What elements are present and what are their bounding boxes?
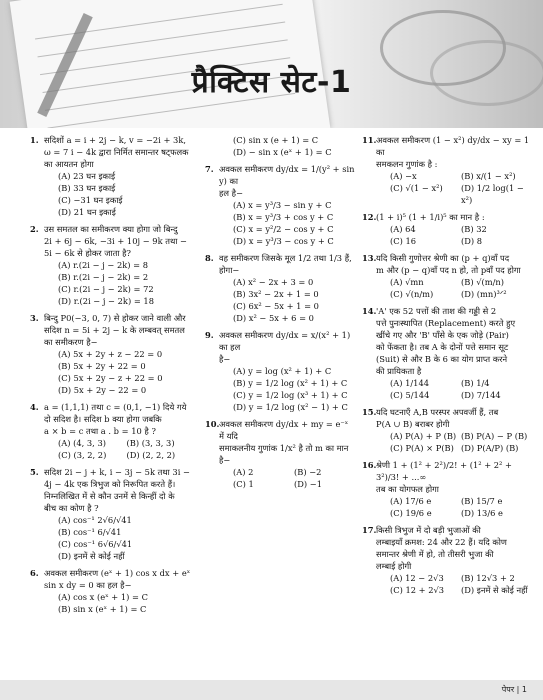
question-number: 2. bbox=[30, 224, 39, 234]
answer-option: (B) 15/7 e bbox=[461, 496, 503, 506]
question-number: 10. bbox=[205, 419, 220, 429]
question-text-line: का आयतन होगा bbox=[44, 159, 94, 169]
question-text-line: श्रेणी 1 + (1² + 2²)/2! + (1² + 2² + 3²)/3! + ...∞ bbox=[376, 460, 512, 482]
answer-option: (D) x = y³/3 − cos y + C bbox=[233, 236, 334, 246]
answer-option: (D) 13/6 e bbox=[461, 508, 503, 518]
question-text-line: अवकल समीकरण dy/dx = 1/(y² + sin y) का bbox=[219, 164, 355, 186]
question-text-line: है− bbox=[219, 455, 231, 465]
question-block bbox=[205, 134, 355, 158]
answer-option: (D) (2, 2, 2) bbox=[126, 450, 176, 460]
answer-option: (D) −1 bbox=[294, 479, 322, 489]
question-text-line: होगा− bbox=[219, 265, 240, 275]
question-text-line: बिन्दु P0(−3, 0, 7) से होकर जाने वाली और bbox=[44, 313, 186, 323]
answer-option: (B) 1/4 bbox=[461, 378, 490, 388]
question-text-line: का समीकरण है− bbox=[44, 337, 98, 347]
question-number: 11. bbox=[362, 135, 377, 145]
question-text-line: (1 + i)⁵ (1 + 1/i)⁵ का मान है : bbox=[376, 212, 485, 222]
page-footer bbox=[0, 680, 543, 700]
answer-option: (D) 7/144 bbox=[461, 390, 501, 400]
question-text-line: a × b = c तथा a . b = 10 है ? bbox=[44, 426, 156, 436]
answer-option: (D) 21 घन इकाई bbox=[58, 207, 116, 217]
question-number: 14. bbox=[362, 306, 377, 316]
question-block bbox=[362, 459, 532, 519]
answer-option: (D) 8 bbox=[461, 236, 483, 246]
answer-option: (C) 5x + 2y − z + 22 = 0 bbox=[58, 373, 163, 383]
question-number: 6. bbox=[30, 568, 39, 578]
answer-option: (A) x = y³/3 − sin y + C bbox=[233, 200, 332, 210]
answer-option: (D) 1/2 log(1 − x²) bbox=[461, 183, 524, 205]
answer-option: (B) 3x² − 2x + 1 = 0 bbox=[233, 289, 319, 299]
question-number: 7. bbox=[205, 164, 214, 174]
answer-option: (B) x = y³/3 + cos y + C bbox=[233, 212, 334, 222]
question-text-line: यदि किसी गुणोत्तर श्रेणी का (p + q)वाँ पद bbox=[376, 253, 510, 263]
answer-option: (C) y = 1/2 log (x³ + 1) + C bbox=[233, 390, 348, 400]
answer-option: (A) 17/6 e bbox=[390, 496, 432, 506]
answer-option: (A) P(A) + P (B) bbox=[390, 431, 457, 441]
answer-option: (C) 5/144 bbox=[390, 390, 430, 400]
question-number: 4. bbox=[30, 402, 39, 412]
question-block bbox=[362, 406, 532, 454]
answer-option: (C) 6x² − 5x + 1 = 0 bbox=[233, 301, 319, 311]
question-block bbox=[30, 312, 195, 396]
answer-option-row bbox=[376, 430, 532, 442]
answer-option: (A) (4, 3, 3) bbox=[58, 438, 106, 448]
question-text-line: सदिश 2i − j + k, i − 3j − 5k तथा 3i − bbox=[44, 467, 190, 477]
answer-option: (D) इनमें से कोई नहीं bbox=[461, 585, 528, 595]
question-text-line: अवकल समीकरण (eˣ + 1) cos x dx + eˣ bbox=[44, 568, 191, 578]
answer-option: (A) x² − 2x + 3 = 0 bbox=[233, 277, 314, 287]
answer-option: (B) 33 घन इकाई bbox=[58, 183, 116, 193]
answer-option-row bbox=[376, 182, 532, 206]
question-text-line: (Suit) से और B के 6 का योग प्राप्त करने bbox=[376, 354, 508, 364]
page-title: प्रैक्टिस सेट-1 bbox=[191, 65, 352, 100]
answer-option: (B) −2 bbox=[294, 467, 322, 477]
question-text-line: खींचे गए और 'B' पाँसे के एक जोड़े (Pair) bbox=[376, 330, 509, 340]
answer-option: (B) P(A) − P (B) bbox=[461, 431, 528, 441]
answer-option-row bbox=[376, 223, 532, 235]
answer-option: (C) √(n/m) bbox=[390, 289, 434, 299]
question-text-line: समकलन गुणांक है : bbox=[376, 159, 438, 169]
answer-option: (C) −31 घन इकाई bbox=[58, 195, 123, 205]
question-text-line: 4j − 4k एक त्रिभुज को निरूपित करते हैं। bbox=[44, 479, 176, 489]
question-text-line: 2i + 6j − 6k, −3i + 10j − 9k तथा − bbox=[44, 236, 187, 246]
question-number: 16. bbox=[362, 460, 377, 470]
answer-option: (C) cos⁻¹ 6√6/√41 bbox=[58, 539, 133, 549]
question-text-line: की प्रायिकता है bbox=[376, 366, 422, 376]
answer-option-row bbox=[376, 288, 532, 300]
answer-option: (A) 64 bbox=[390, 224, 416, 234]
answer-option: (C) 12 + 2√3 bbox=[390, 585, 445, 595]
answer-option-row bbox=[376, 495, 532, 507]
answer-option-row bbox=[376, 572, 532, 584]
question-number: 12. bbox=[362, 212, 377, 222]
question-block bbox=[30, 466, 195, 562]
answer-option: (C) sin x (e + 1) = C bbox=[233, 135, 319, 145]
answer-option: (B) 5x + 2y + 22 = 0 bbox=[58, 361, 146, 371]
answer-option: (D) r.(2i − j − 2k) = 18 bbox=[58, 296, 154, 306]
question-text-line: यदि घटनाएँ A,B परस्पर अपवर्जी हैं, तब bbox=[376, 407, 499, 417]
answer-option: (A) 5x + 2y + z − 22 = 0 bbox=[58, 349, 163, 359]
question-text-line: लम्बाइयाँ क्रमश: 24 और 22 हैं। यदि कोण bbox=[376, 537, 507, 547]
answer-option-row bbox=[376, 235, 532, 247]
question-block bbox=[30, 134, 195, 218]
answer-option: (D) इनमें से कोई नहीं bbox=[58, 551, 125, 561]
column-2 bbox=[205, 134, 355, 495]
question-text-line: निम्नलिखित में से कौन उनमें से किन्हीं दो के bbox=[44, 491, 175, 501]
question-text-line: किसी त्रिभुज में दो बड़ी भुजाओं की bbox=[376, 525, 481, 535]
question-text-line: सदिश n = 5i + 2j − k के लम्बवत् समतल bbox=[44, 325, 185, 335]
question-text-line: तब का योगफल होगा bbox=[376, 484, 439, 494]
question-text-line: 'A' एक 52 पत्तों की ताश की गड्डी से 2 bbox=[376, 306, 497, 316]
question-number: 17. bbox=[362, 525, 377, 535]
answer-option: (A) r.(2i − j − 2k) = 8 bbox=[58, 260, 149, 270]
answer-option: (C) 1 bbox=[233, 479, 254, 489]
question-text-line: उस समतल का समीकरण क्या होगा जो बिन्दु bbox=[44, 224, 178, 234]
answer-option: (D) − sin x (eˣ + 1) = C bbox=[233, 147, 332, 157]
answer-option-row bbox=[44, 449, 195, 461]
question-text-line: sin x dy = 0 का हल है− bbox=[44, 580, 132, 590]
answer-option: (A) y = log (x² + 1) + C bbox=[233, 366, 332, 376]
answer-option: (B) 12√3 + 2 bbox=[461, 573, 515, 583]
answer-option: (A) 1/144 bbox=[390, 378, 430, 388]
question-number: 3. bbox=[30, 313, 39, 323]
question-number: 9. bbox=[205, 330, 214, 340]
answer-option: (B) √(m/n) bbox=[461, 277, 504, 287]
answer-option: (A) cos x (eˣ + 1) = C bbox=[58, 592, 148, 602]
question-text-line: दो सदिश है। सदिश b क्या होगा जबकि bbox=[44, 414, 162, 424]
question-text-line: a = (1,1,1) तथा c = (0,1, −1) दिये गये bbox=[44, 402, 187, 412]
answer-option: (A) 12 − 2√3 bbox=[390, 573, 444, 583]
answer-option: (B) x/(1 − x²) bbox=[461, 171, 516, 181]
answer-option: (B) (3, 3, 3) bbox=[126, 438, 175, 448]
question-text-line: m और (p − q)वाँ पद n हो, तो pवाँ पद होगा bbox=[376, 265, 521, 275]
question-text-line: वह समीकरण जिसके मूल 1/2 तथा 1/3 हैं, bbox=[219, 253, 352, 263]
answer-option: (B) 32 bbox=[461, 224, 487, 234]
question-text-line: अवकल समीकरण dy/dx + my = e⁻ˣ में यदि bbox=[219, 419, 349, 441]
answer-option: (D) (mn)³ᐟ² bbox=[461, 289, 507, 299]
answer-option: (D) P(A/P) (B) bbox=[461, 443, 519, 453]
answer-option: (B) y = 1/2 log (x² + 1) + C bbox=[233, 378, 348, 388]
question-text-line: बीच का कोण है ? bbox=[44, 503, 99, 513]
question-block bbox=[362, 252, 532, 300]
question-text-line: को फेंकता है। तब A के दोनों पत्ते समान सूट bbox=[376, 342, 509, 352]
question-text-line: है− bbox=[219, 354, 231, 364]
question-block bbox=[30, 401, 195, 461]
answer-option-row bbox=[219, 478, 355, 490]
question-block bbox=[30, 223, 195, 307]
question-block bbox=[205, 329, 355, 413]
question-number: 8. bbox=[205, 253, 214, 263]
answer-option-row bbox=[376, 507, 532, 519]
answer-option-row bbox=[376, 276, 532, 288]
question-number: 1. bbox=[30, 135, 39, 145]
answer-option-row bbox=[376, 584, 532, 596]
question-text-line: 5i − 6k से होकर जाता है? bbox=[44, 248, 131, 258]
answer-option: (A) 23 घन इकाई bbox=[58, 171, 116, 181]
question-block bbox=[205, 163, 355, 247]
answer-option-row bbox=[376, 170, 532, 182]
question-text-line: समान्तर श्रेणी में हो, तो तीसरी भुजा की bbox=[376, 549, 494, 559]
question-block bbox=[205, 252, 355, 324]
answer-option: (A) −x bbox=[390, 171, 417, 181]
answer-option: (D) x² − 5x + 6 = 0 bbox=[233, 313, 314, 323]
question-text-line: हल है− bbox=[219, 188, 244, 198]
question-text-line: P(A ∪ B) बराबर होगी bbox=[376, 419, 450, 429]
question-block bbox=[362, 524, 532, 596]
question-block bbox=[30, 567, 195, 615]
answer-option: (C) x = y²/2 − cos y + C bbox=[233, 224, 334, 234]
answer-option: (A) 2 bbox=[233, 467, 254, 477]
answer-option-row bbox=[219, 466, 355, 478]
question-block bbox=[362, 211, 532, 247]
question-text-line: लम्बाई होगी bbox=[376, 561, 412, 571]
question-text-line: पत्ते पुनःस्थापित (Replacement) करते हुए bbox=[376, 318, 516, 328]
answer-option: (B) r.(2i − j − 2k) = 2 bbox=[58, 272, 149, 282]
question-text-line: ω = 7 i − 4k द्वारा निर्मित समान्तर षट्फलक bbox=[44, 147, 189, 157]
question-block bbox=[205, 418, 355, 490]
page-number: पेपर | 1 bbox=[501, 685, 527, 694]
answer-option: (C) 16 bbox=[390, 236, 417, 246]
answer-option: (C) √(1 − x²) bbox=[390, 183, 443, 193]
header-banner bbox=[0, 0, 543, 128]
answer-option: (C) 19/6 e bbox=[390, 508, 432, 518]
column-1 bbox=[30, 134, 195, 620]
answer-option: (B) cos⁻¹ 6/√41 bbox=[58, 527, 122, 537]
question-text-line: अवकल समीकरण (1 − x²) dy/dx − xy = 1 का bbox=[376, 135, 530, 157]
answer-option: (B) sin x (eˣ + 1) = C bbox=[58, 604, 147, 614]
question-text-line: समाकलनीय गुणांक 1/x² है तो m का मान bbox=[219, 443, 349, 453]
question-block bbox=[362, 134, 532, 206]
question-number: 13. bbox=[362, 253, 377, 263]
question-number: 15. bbox=[362, 407, 377, 417]
answer-option-row bbox=[376, 442, 532, 454]
answer-option-row bbox=[44, 437, 195, 449]
question-text-line: सदिशों a = i + 2j − k, v = −2i + 3k, bbox=[44, 135, 186, 145]
question-number: 5. bbox=[30, 467, 39, 477]
answer-option: (D) y = 1/2 log (x² − 1) + C bbox=[233, 402, 348, 412]
answer-option-row bbox=[376, 377, 532, 389]
answer-option: (D) 5x + 2y − 22 = 0 bbox=[58, 385, 147, 395]
answer-option-row bbox=[376, 389, 532, 401]
answer-option: (A) √mn bbox=[390, 277, 424, 287]
question-text-line: अवकल समीकरण dy/dx = x/(x² + 1) का हल bbox=[219, 330, 351, 352]
answer-option: (C) (3, 2, 2) bbox=[58, 450, 107, 460]
answer-option: (C) r.(2i − j − 2k) = 72 bbox=[58, 284, 154, 294]
answer-option: (A) cos⁻¹ 2√6/√41 bbox=[58, 515, 132, 525]
column-3 bbox=[362, 134, 532, 601]
answer-option: (C) P(A) × P(B) bbox=[390, 443, 454, 453]
question-block bbox=[362, 305, 532, 401]
